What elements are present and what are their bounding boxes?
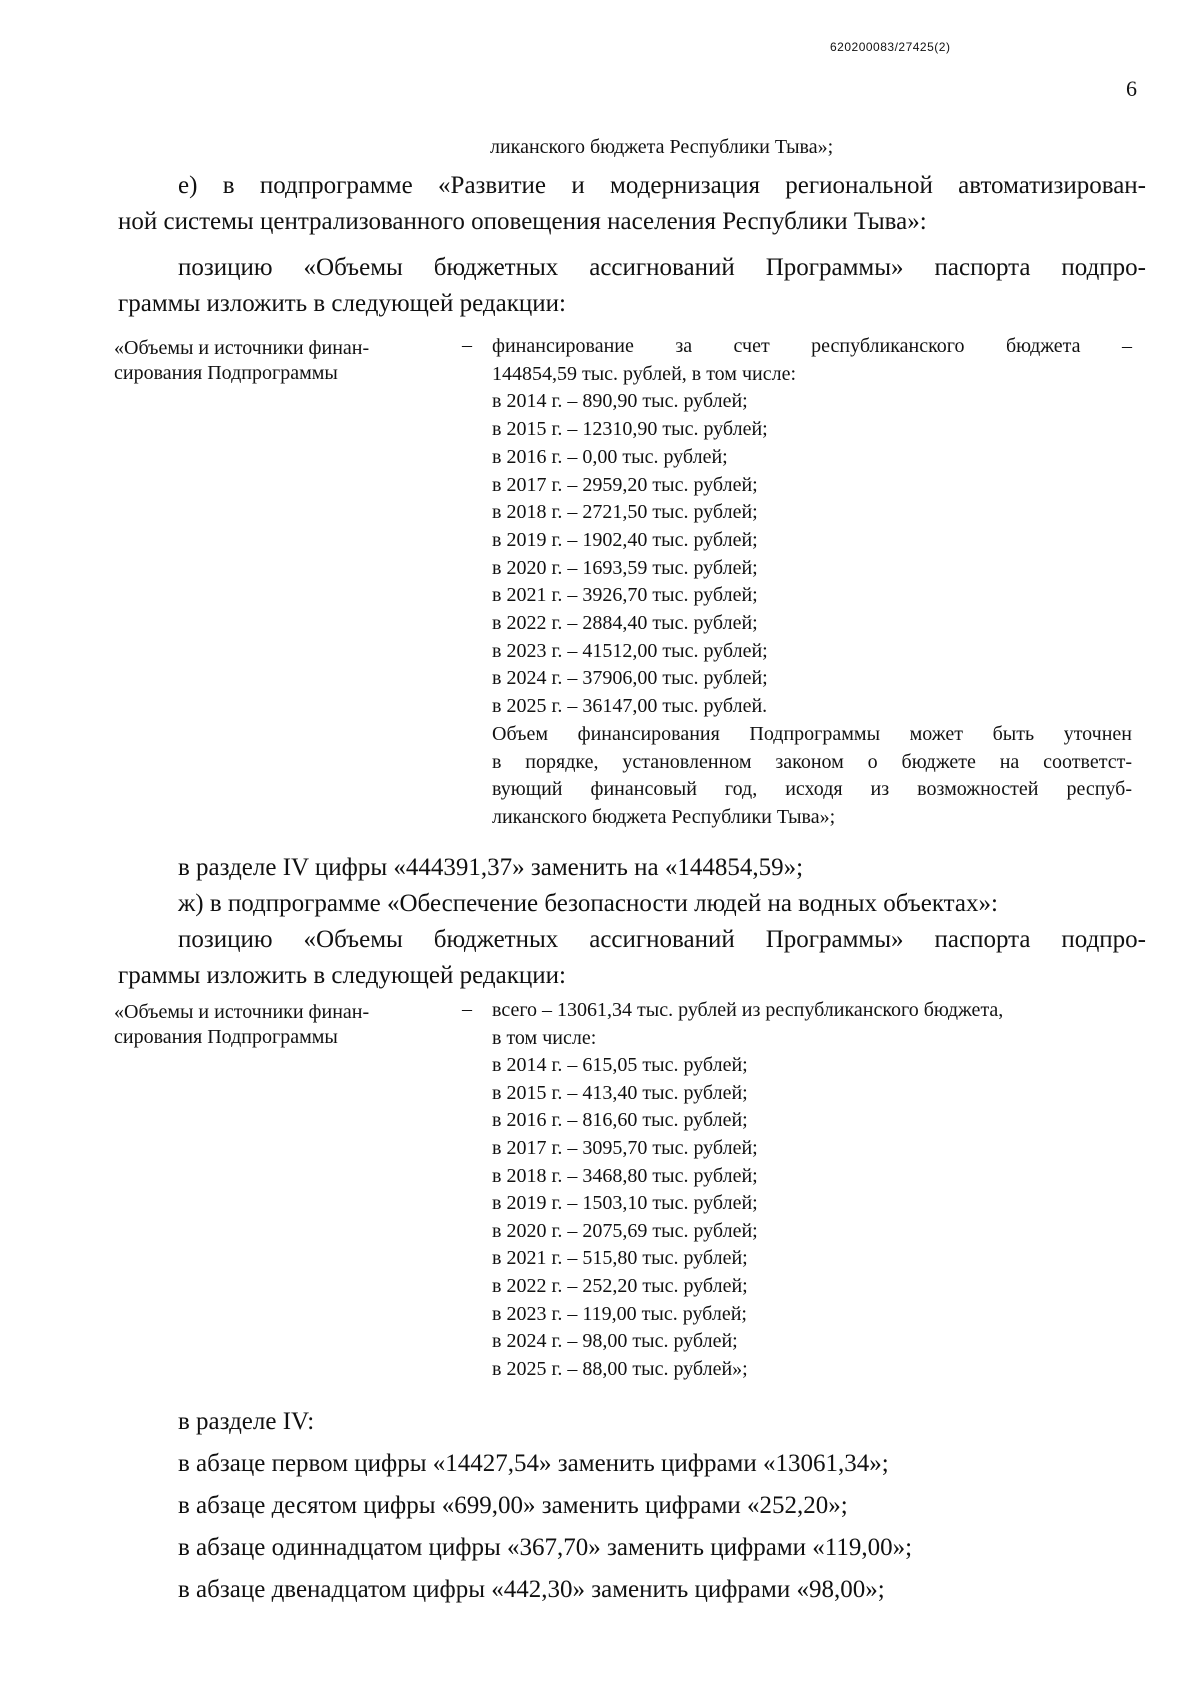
year-line: в 2016 г. – 0,00 тыс. рублей; [492,445,728,468]
section-iv-item: в абзаце одиннадцатом цифры «367,70» заменить цифрами «119,00»; [178,1534,913,1561]
year-line: в 2021 г. – 515,80 тыс. рублей; [492,1247,748,1270]
year-line: в 2014 г. – 615,05 тыс. рублей; [492,1054,748,1077]
note-line: вующий финансовый год, исходя из возможностей респуб- [492,778,1132,801]
year-line: в 2022 г. – 252,20 тыс. рублей; [492,1274,748,1297]
year-line: в 2015 г. – 12310,90 тыс. рублей; [492,418,768,441]
section-zh-table-label [114,1000,434,1050]
section-e-replacement-line: в разделе IV цифры «444391,37» заменить на «144854,59»; [178,854,804,881]
table-label-line: сирования Подпрограммы [114,362,338,384]
section-zh-heading: ж) в подпрограмме «Обеспечение безопасности людей на водных объектах»: [178,890,998,917]
note-line: ликанского бюджета Республики Тыва»; [492,805,836,828]
year-line: в 2017 г. – 3095,70 тыс. рублей; [492,1136,758,1159]
year-line: в 2014 г. – 890,90 тыс. рублей; [492,390,748,413]
year-line: в 2018 г. – 2721,50 тыс. рублей; [492,501,758,524]
section-iv-heading: в разделе IV: [178,1408,315,1435]
section-iv-item: в абзаце двенадцатом цифры «442,30» заменить цифрами «98,00»; [178,1576,885,1603]
section-zh-table-values [492,997,1142,1383]
table-label-line: «Объемы и источники финан- [114,1001,370,1023]
section-iv-item: в абзаце десятом цифры «699,00» заменить цифрами «252,20»; [178,1492,848,1519]
page-number: 6 [1126,76,1137,101]
continuation-fragment: ликанского бюджета Республики Тыва»; [490,136,834,158]
table-label-line: сирования Подпрограммы [114,1026,338,1048]
table-dash: – [462,334,472,356]
year-line: в 2025 г. – 88,00 тыс. рублей»; [492,1357,748,1380]
year-line: в 2024 г. – 98,00 тыс. рублей; [492,1330,738,1353]
year-line: в 2016 г. – 816,60 тыс. рублей; [492,1109,748,1132]
year-line: в 2018 г. – 3468,80 тыс. рублей; [492,1164,758,1187]
year-line: в 2024 г. – 37906,00 тыс. рублей; [492,667,768,690]
funding-intro-line: финансирование за счет республиканского бюджета – [492,335,1132,357]
funding-intro-line: 144854,59 тыс. рублей, в том числе: [492,362,797,385]
section-e-table-label [114,336,434,386]
year-line: в 2015 г. – 413,40 тыс. рублей; [492,1081,748,1104]
section-e-table-values [492,333,1132,832]
year-line: в 2023 г. – 41512,00 тыс. рублей; [492,639,768,662]
funding-intro-line: всего – 13061,34 тыс. рублей из республиканского бюджета, [492,999,1004,1021]
document-code: 620200083/27425(2) [830,40,951,54]
year-line: в 2017 г. – 2959,20 тыс. рублей; [492,473,758,496]
year-line: в 2020 г. – 1693,59 тыс. рублей; [492,556,758,579]
note-line: Объем финансирования Подпрограммы может быть уточнен [492,722,1132,745]
section-e-heading-line1: е) в подпрограмме «Развитие и модернизация региональной автоматизирован- [178,172,1146,199]
section-e-instruction-line1: позицию «Объемы бюджетных ассигнований Программы» паспорта подпро- [178,254,1146,281]
year-line: в 2019 г. – 1503,10 тыс. рублей; [492,1192,758,1215]
year-line: в 2021 г. – 3926,70 тыс. рублей; [492,584,758,607]
year-line: в 2025 г. – 36147,00 тыс. рублей. [492,695,768,718]
note-line: в порядке, установленном законом о бюджете на соответст- [492,750,1132,773]
table-dash: – [462,998,472,1020]
section-e-heading-line2: ной системы централизованного оповещения населения Республики Тыва»: [118,208,927,235]
year-line: в 2020 г. – 2075,69 тыс. рублей; [492,1219,758,1242]
section-e-instruction-line2: граммы изложить в следующей редакции: [118,290,566,317]
year-line: в 2022 г. – 2884,40 тыс. рублей; [492,612,758,635]
funding-intro-line: в том числе: [492,1026,597,1049]
section-iv-item: в абзаце первом цифры «14427,54» заменить цифрами «13061,34»; [178,1450,889,1477]
section-zh-instruction-line1: позицию «Объемы бюджетных ассигнований Программы» паспорта подпро- [178,926,1146,953]
table-label-line: «Объемы и источники финан- [114,337,370,359]
section-zh-instruction-line2: граммы изложить в следующей редакции: [118,962,566,989]
year-line: в 2019 г. – 1902,40 тыс. рублей; [492,528,758,551]
year-line: в 2023 г. – 119,00 тыс. рублей; [492,1302,747,1325]
